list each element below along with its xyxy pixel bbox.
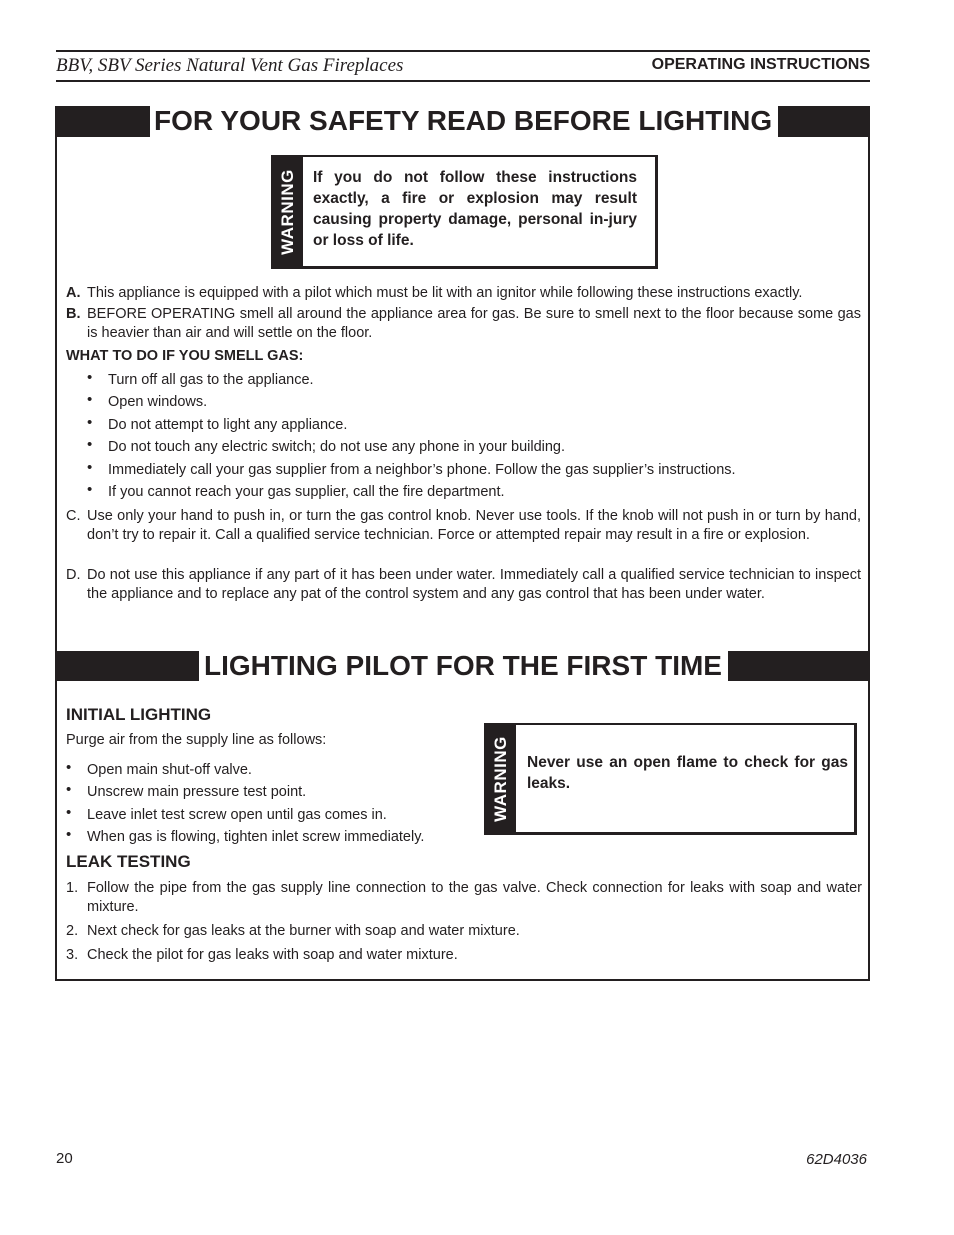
list-item: • Immediately call your gas supplier from a neighbor’s phone. Follow the gas supplier’s instructions. [87, 459, 736, 481]
step-number: 2. [66, 923, 79, 939]
leak-warning-box [484, 723, 857, 835]
warning-label: WARNING [278, 168, 297, 255]
smell-gas-heading: WHAT TO DO IF YOU SMELL GAS: [66, 348, 304, 364]
warning-label-bar [486, 725, 516, 832]
header-rule-bottom [56, 80, 870, 82]
item-text: BEFORE OPERATING smell all around the appliance area for gas. Be sure to smell next to the floor because some gas is heavier than air and will settle on the floor. [87, 306, 861, 341]
leak-step-1 [66, 879, 862, 917]
list-item: • Open windows. [87, 391, 736, 413]
warning-text: If you do not follow these instructions exactly, a fire or explosion may result causing property damage, personal in-jury or loss of life. [313, 169, 637, 249]
list-item: • Turn off all gas to the appliance. [87, 369, 736, 391]
list-item: • Leave inlet test screw open until gas comes in. [66, 804, 424, 826]
step-text: Next check for gas leaks at the burner with soap and water mixture. [87, 923, 520, 939]
leak-step-2 [66, 922, 862, 941]
initial-lighting-heading: INITIAL LIGHTING [66, 705, 212, 724]
item-text: Use only your hand to push in, or turn the gas control knob. Never use tools. If the knob will not push in or turn by hand, don’t try to repair it. Call a qualified service technician. Force or attempted repair may result in a fire or explosion. [87, 508, 861, 543]
safety-warning-box [271, 155, 658, 269]
item-label: D. [66, 567, 81, 583]
item-label: B. [66, 306, 81, 322]
list-item: • When gas is flowing, tighten inlet screw immediately. [66, 826, 424, 848]
item-text: Do not use this appliance if any part of it has been under water. Immediately call a qualified service technician to inspect the appliance and to replace any pat of the control system and any gas control that has been under water. [87, 567, 861, 602]
safety-title: FOR YOUR SAFETY READ BEFORE LIGHTING [150, 105, 778, 137]
safety-item-c [66, 507, 861, 545]
warning-label: WARNING [491, 735, 510, 822]
header-rule-top [56, 50, 870, 52]
series-title: BBV, SBV Series Natural Vent Gas Fireplaces [56, 55, 404, 76]
list-item: • Unscrew main pressure test point. [66, 781, 424, 803]
safety-item-d [66, 566, 861, 604]
step-text: Follow the pipe from the gas supply line connection to the gas valve. Check connection for leaks with soap and water mixture. [87, 880, 862, 915]
step-text: Check the pilot for gas leaks with soap and water mixture. [87, 947, 458, 963]
page-number: 20 [56, 1150, 73, 1167]
list-item: • Open main shut-off valve. [66, 759, 424, 781]
leak-step-3 [66, 946, 862, 965]
list-item: • Do not attempt to light any appliance. [87, 414, 736, 436]
step-number: 1. [66, 880, 79, 896]
safety-title-band [57, 105, 868, 137]
item-label: A. [66, 285, 81, 301]
safety-item-b [66, 305, 861, 343]
initial-lighting-list [66, 759, 424, 849]
item-text: This appliance is equipped with a pilot which must be lit with an ignitor while following these instructions exactly. [87, 285, 803, 301]
list-item: • If you cannot reach your gas supplier, call the fire department. [87, 481, 736, 503]
safety-item-a [66, 284, 861, 303]
warning-text: Never use an open flame to check for gas leaks. [527, 754, 848, 792]
item-label: C. [66, 508, 81, 524]
lighting-title-band [57, 651, 868, 681]
section-label: OPERATING INSTRUCTIONS [651, 56, 870, 73]
list-item: • Do not touch any electric switch; do not use any phone in your building. [87, 436, 736, 458]
lighting-title: LIGHTING PILOT FOR THE FIRST TIME [199, 650, 728, 682]
instructions-frame [55, 106, 870, 981]
smell-gas-list [87, 369, 736, 503]
document-number: 62D4036 [806, 1151, 867, 1168]
leak-testing-heading: LEAK TESTING [66, 852, 191, 871]
step-number: 3. [66, 947, 79, 963]
initial-lighting-intro: Purge air from the supply line as follows: [66, 732, 327, 748]
warning-label-bar [273, 157, 303, 266]
